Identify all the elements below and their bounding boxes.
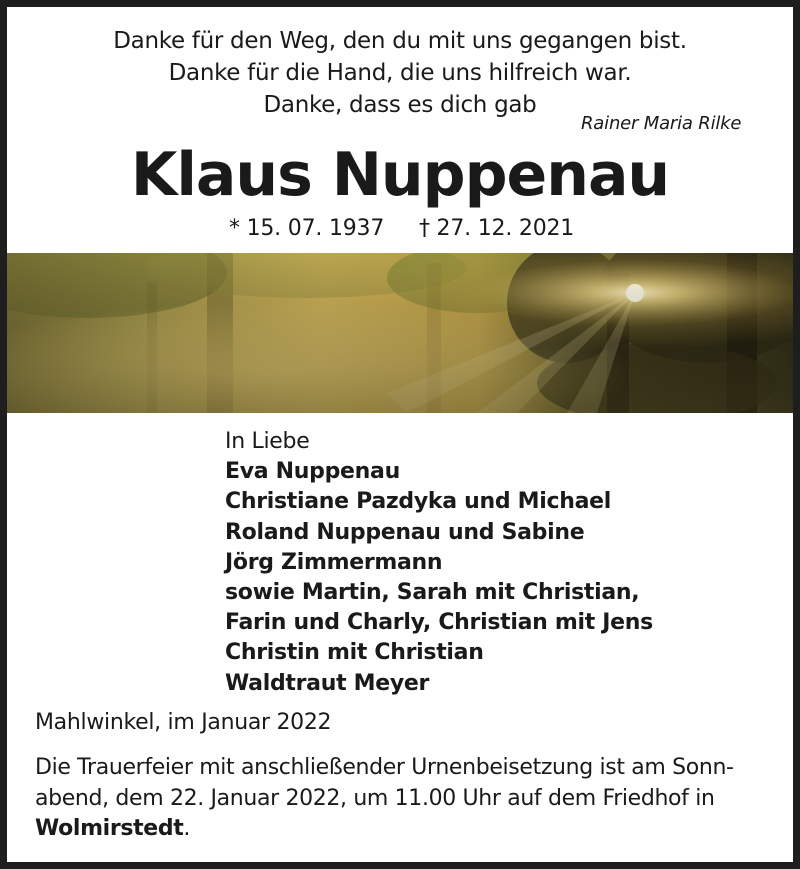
mourner-name: Eva Nuppenau (225, 459, 400, 485)
mourner-name: Christiane Pazdyka und Michael (225, 489, 612, 515)
funeral-notice (35, 753, 765, 845)
death-date: † 27. 12. 2021 (418, 216, 575, 241)
quote-author: Rainer Maria Rilke (581, 113, 742, 134)
funeral-town: Wolmirstedt (35, 816, 184, 841)
birth-date: * 15. 07. 1937 (229, 216, 385, 241)
place-and-date: Mahlwinkel, im Januar 2022 (35, 710, 332, 735)
mourner-name: Waldtraut Meyer (225, 670, 430, 696)
quote-line-1: Danke für den Weg, den du mit uns gegangen bist. (113, 28, 687, 54)
notice-line-1: Die Trauerfeier mit anschließender Urnenbeisetzung ist am Sonn- (35, 755, 734, 780)
mourner-name: Christin mit Christian (225, 640, 484, 666)
notice-end: . (183, 816, 191, 841)
forest-sunlight-image (7, 253, 793, 413)
deceased-name: Klaus Nuppenau (130, 140, 670, 210)
quote-line-2: Danke für die Hand, die uns hilfreich war. (168, 60, 632, 86)
memorial-quote (7, 25, 793, 121)
mourner-name: Farin und Charly, Christian mit Jens (225, 610, 653, 636)
quote-line-3: Danke, dass es dich gab (263, 92, 537, 118)
mourner-name: Jörg Zimmermann (225, 549, 443, 575)
mourners-list (225, 427, 653, 699)
mourner-name: Roland Nuppenau und Sabine (225, 519, 585, 545)
mourner-name: sowie Martin, Sarah mit Christian, (225, 580, 640, 606)
life-dates (229, 216, 574, 241)
mourners-intro: In Liebe (225, 429, 310, 454)
notice-line-3 (35, 814, 765, 845)
notice-line-2: abend, dem 22. Januar 2022, um 11.00 Uhr auf dem Friedhof in (35, 785, 715, 811)
